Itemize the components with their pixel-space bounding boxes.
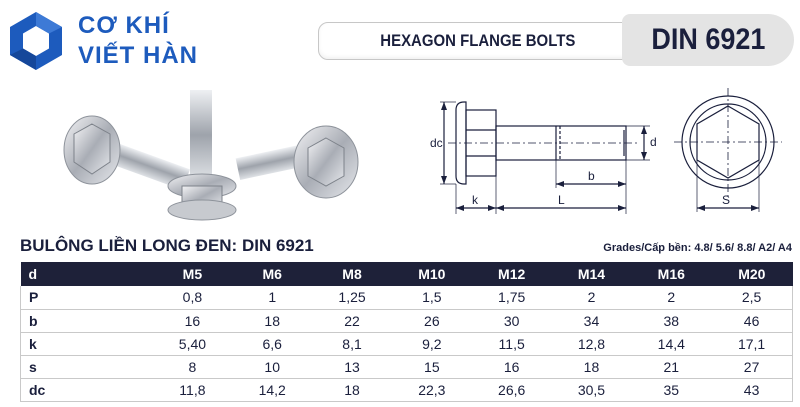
hex-nut-logo-icon <box>8 10 64 72</box>
column-header: M6 <box>232 262 312 286</box>
section-title: BULÔNG LIỀN LONG ĐEN: DIN 6921 <box>20 236 314 255</box>
standard-tab <box>622 14 794 66</box>
table-cell: 16 <box>153 309 233 332</box>
front-view-drawing <box>664 80 794 220</box>
table-cell: 2 <box>631 286 711 309</box>
standard-label: DIN 6921 <box>650 23 766 56</box>
row-label: dc <box>21 378 153 401</box>
table-cell: 43 <box>711 378 792 401</box>
table-cell: 35 <box>631 378 711 401</box>
table-cell: 2 <box>552 286 632 309</box>
table-cell: 18 <box>232 309 312 332</box>
column-header: M5 <box>153 262 233 286</box>
dim-b-label: b <box>588 169 595 183</box>
dim-dc-label: dc <box>430 136 443 150</box>
dim-d-label: d <box>650 135 657 149</box>
table-cell: 22 <box>312 309 392 332</box>
column-header: M14 <box>552 262 632 286</box>
bolts-photo <box>40 82 380 230</box>
bolt-left-image <box>64 116 190 190</box>
column-header: M10 <box>392 262 472 286</box>
table-row <box>21 286 793 309</box>
column-header: d <box>21 262 153 286</box>
table-cell: 38 <box>631 309 711 332</box>
table-cell: 46 <box>711 309 792 332</box>
table-cell: 34 <box>552 309 632 332</box>
table-row <box>21 378 793 401</box>
table-cell: 22,3 <box>392 378 472 401</box>
table-cell: 1 <box>232 286 312 309</box>
brand-logo <box>6 8 256 74</box>
side-view-drawing <box>428 80 660 220</box>
table-cell: 14,2 <box>232 378 312 401</box>
table-cell: 0,8 <box>153 286 233 309</box>
table-cell: 9,2 <box>392 332 472 355</box>
table-cell: 11,8 <box>153 378 233 401</box>
dim-k-label: k <box>472 193 478 207</box>
row-label: P <box>21 286 153 309</box>
table-cell: 18 <box>552 355 632 378</box>
product-title-bar <box>318 22 638 60</box>
table-cell: 30,5 <box>552 378 632 401</box>
table-cell: 27 <box>711 355 792 378</box>
table-header-row <box>21 262 793 286</box>
table-cell: 10 <box>232 355 312 378</box>
spec-table <box>20 262 793 402</box>
dim-s-label: S <box>722 193 731 207</box>
table-cell: 21 <box>631 355 711 378</box>
row-label: b <box>21 309 153 332</box>
table-cell: 30 <box>472 309 552 332</box>
table-cell: 6,6 <box>232 332 312 355</box>
table-cell: 26 <box>392 309 472 332</box>
bolt-middle-image <box>168 90 236 220</box>
dim-L-label: L <box>558 193 565 207</box>
brand-name-line2: VIẾT HÀN <box>78 42 199 69</box>
table-cell: 5,40 <box>153 332 233 355</box>
grades-label: Grades/Cấp bền: 4.8/ 5.6/ 8.8/ A2/ A4 <box>603 242 792 254</box>
table-row <box>21 309 793 332</box>
table-cell: 12,8 <box>552 332 632 355</box>
table-row <box>21 355 793 378</box>
table-cell: 1,75 <box>472 286 552 309</box>
table-cell: 11,5 <box>472 332 552 355</box>
table-cell: 26,6 <box>472 378 552 401</box>
row-label: s <box>21 355 153 378</box>
table-cell: 13 <box>312 355 392 378</box>
table-cell: 18 <box>312 378 392 401</box>
product-title: HEXAGON FLANGE BOLTS <box>380 31 576 50</box>
table-cell: 8,1 <box>312 332 392 355</box>
table-cell: 2,5 <box>711 286 792 309</box>
table-cell: 15 <box>392 355 472 378</box>
table-row <box>21 332 793 355</box>
bolt-right-image <box>236 126 358 198</box>
row-label: k <box>21 332 153 355</box>
table-cell: 16 <box>472 355 552 378</box>
column-header: M8 <box>312 262 392 286</box>
brand-name-line1: CƠ KHÍ <box>78 12 170 39</box>
table-cell: 1,25 <box>312 286 392 309</box>
column-header: M20 <box>711 262 792 286</box>
table-cell: 8 <box>153 355 233 378</box>
column-header: M12 <box>472 262 552 286</box>
table-cell: 1,5 <box>392 286 472 309</box>
table-cell: 14,4 <box>631 332 711 355</box>
column-header: M16 <box>631 262 711 286</box>
table-cell: 17,1 <box>711 332 792 355</box>
